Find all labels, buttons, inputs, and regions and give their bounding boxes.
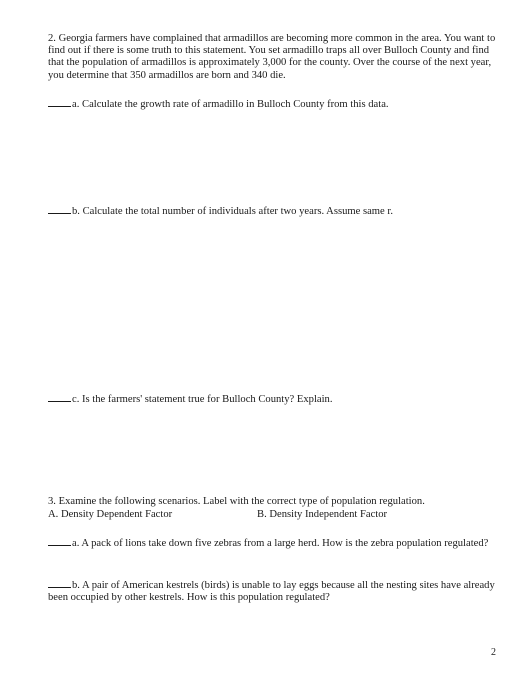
question-2-intro: 2. Georgia farmers have complained that armadillos are becoming more common in the area. You want to find out if there is some truth to this statement. You set armadillo traps all over Bulloch County and find that the population of armadillos is approximately 3,000 for the county. Over the course of the next year, you determine that 350 armadillos are born and 340 die.	[48, 33, 496, 81]
question-2c-text: c. Is the farmers' statement true for Bulloch County? Explain.	[72, 394, 333, 405]
question-2c	[48, 392, 333, 406]
answer-blank[interactable]	[48, 536, 71, 546]
page-number: 2	[491, 647, 496, 658]
question-3b	[48, 578, 498, 604]
answer-blank[interactable]	[48, 97, 71, 107]
question-3a-text: a. A pack of lions take down five zebras from a large herd. How is the zebra population regulated?	[72, 538, 489, 549]
question-3b-text: b. A pair of American kestrels (birds) is unable to lay eggs because all the nesting sites have already been occupied by other kestrels. How is this population regulated?	[48, 580, 495, 604]
question-3a	[48, 536, 498, 550]
option-density-independent: B. Density Independent Factor	[257, 509, 388, 520]
question-2a	[48, 97, 389, 111]
answer-blank[interactable]	[48, 578, 71, 588]
question-2b	[48, 204, 393, 218]
question-2b-text: b. Calculate the total number of individuals after two years. Assume same r.	[72, 206, 393, 217]
option-density-dependent: A. Density Dependent Factor	[48, 509, 173, 520]
answer-blank[interactable]	[48, 204, 71, 214]
question-3-intro: 3. Examine the following scenarios. Label with the correct type of population regulation.	[48, 496, 425, 507]
answer-blank[interactable]	[48, 392, 71, 402]
question-2a-text: a. Calculate the growth rate of armadillo in Bulloch County from this data.	[72, 99, 389, 110]
